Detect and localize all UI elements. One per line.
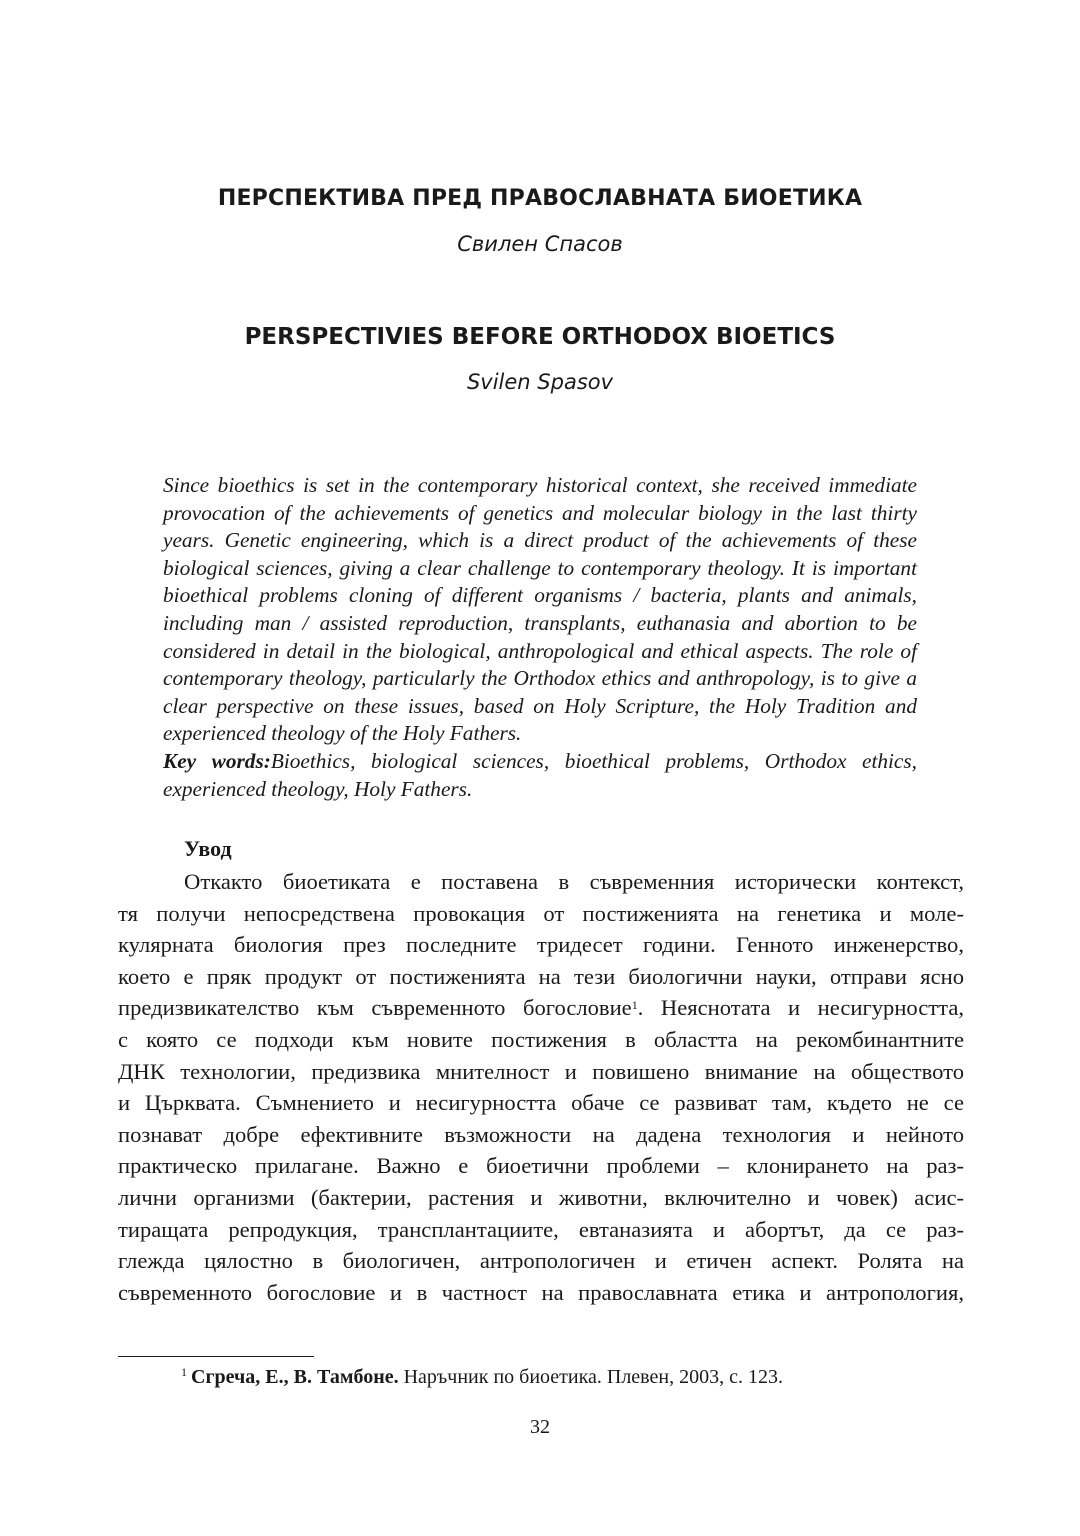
keywords-text: Bioethics, biological sciences, bioethical problems, Orthodox ethics, experienced theology, Holy Fathers.	[163, 749, 917, 801]
body-line: практическо прилагане. Важно е биоетични проблеми – клонирането на раз-	[118, 1153, 964, 1179]
keywords-label: Key words:	[163, 749, 271, 773]
footnote-text: Наръчник по биоетика. Плевен, 2003, с. 123.	[398, 1366, 783, 1388]
footnote-separator	[118, 1356, 314, 1357]
body-line: глежда цялостно в биологичен, антропологичен и етичен аспект. Ролята на	[118, 1248, 964, 1274]
page-number: 32	[530, 1416, 550, 1438]
body-line-part: . Неяснотата и несигурността,	[637, 995, 964, 1021]
footnote-authors: Сгреча, Е., В. Тамбоне.	[191, 1366, 399, 1388]
footnote-marker: 1	[181, 1365, 187, 1379]
footnote	[181, 1366, 783, 1389]
body-line: тя получи непосредствена провокация от постиженията на генетика и моле-	[118, 900, 964, 926]
body-line: кулярната биология през последните тридесет години. Генното инженерство,	[118, 932, 964, 958]
footnote-reference[interactable]: 1	[631, 998, 638, 1013]
page-title-bulgarian: ПЕРСПЕКТИВА ПРЕД ПРАВОСЛАВНАТА БИОЕТИКА	[217, 186, 863, 211]
author-name-english: Svilen Spasov	[466, 370, 614, 394]
body-line-with-footnote-ref	[118, 992, 964, 1024]
body-line-part: предизвикателство към съвременното богословие	[118, 995, 632, 1021]
body-line: лични организми (бактерии, растения и животни, включително и човек) асис-	[118, 1184, 964, 1210]
section-heading-intro: Увод	[184, 836, 232, 861]
body-line: познават добре ефективните възможности на дадена технология и нейното	[118, 1121, 964, 1147]
abstract: Since bioethics is set in the contemporary historical context, she received immediate provocation of the achievements of genetics and molecular biology in the last thirty years. Genetic engineering, which is a direct product of the achievements of these biological sciences, giving a clear challenge to contemporary theology. It is important bioethical problems cloning of different organisms / bacteria, plants and animals, including man / assisted reproduction, transplants, euthanasia and abortion to be considered in detail in the biological, anthropological and ethical aspects. The role of contemporary theology, particularly the Orthodox ethics and anthropology, is to give a clear perspective on these issues, based on Holy Scripture, the Holy Tradition and experienced theology of the Holy Fathers.	[163, 473, 917, 746]
page-title-english: PERSPECTIVIES BEFORE ORTHODOX BIOETICS	[244, 324, 836, 350]
author-name-bulgarian: Свилен Спасов	[457, 232, 623, 256]
body-line: съвременното богословие и в частност на православната етика и антропология,	[118, 1279, 964, 1305]
keywords	[163, 748, 917, 803]
body-line: и Църквата. Съмнението и несигурността обаче се развиват там, където не се	[118, 1090, 964, 1116]
body-line: Откакто биоетиката е поставена в съвременния исторически контекст,	[184, 869, 964, 894]
body-line: тиращата репродукция, трансплантациите, евтаназията и абортът, да се раз-	[118, 1216, 964, 1242]
body-line: което е пряк продукт от постиженията на тези биологични науки, отправи ясно	[118, 963, 964, 989]
body-line: с която се подходи към новите постижения в областта на рекомбинантните	[118, 1026, 964, 1052]
body-line: ДНК технологии, предизвика мнителност и повишено внимание на обществото	[118, 1058, 964, 1084]
intro-body-text	[118, 866, 964, 1308]
